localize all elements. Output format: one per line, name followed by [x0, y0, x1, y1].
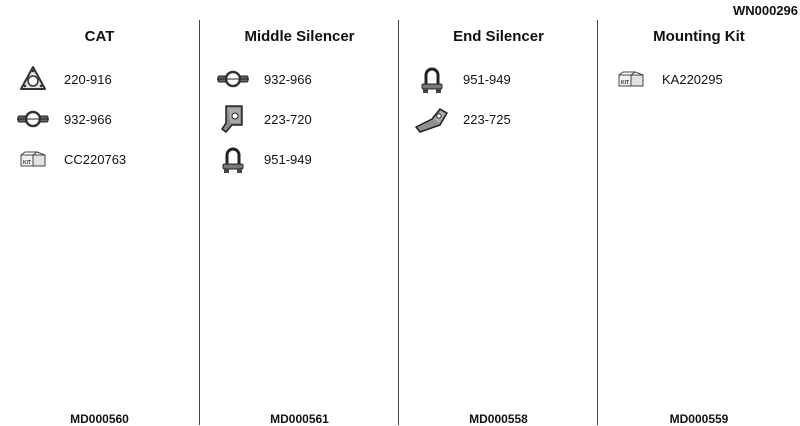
part-number: CC220763: [64, 151, 127, 167]
bracket-icon: [215, 102, 251, 136]
part-number: 223-720: [264, 111, 312, 127]
kit-box-icon: [15, 142, 51, 176]
part-number: KA220295: [662, 71, 723, 87]
part-number: 932-966: [264, 71, 312, 87]
part-item[interactable]: [399, 62, 589, 96]
column-middle-silencer: [200, 0, 399, 425]
svg-text:KIT: KIT: [23, 160, 32, 166]
svg-text:KIT: KIT: [621, 80, 630, 86]
part-item[interactable]: [598, 62, 788, 96]
column-code: MD000558: [469, 412, 528, 426]
part-item[interactable]: [0, 62, 190, 96]
u-bolt-clamp-icon: [414, 62, 450, 96]
pipe-clamp-icon: [15, 102, 51, 136]
column-title: End Silencer: [453, 28, 544, 45]
part-number: 932-966: [64, 111, 112, 127]
column-code: MD000561: [270, 412, 329, 426]
part-number: 951-949: [463, 71, 511, 87]
part-item[interactable]: [200, 102, 390, 136]
part-item[interactable]: [200, 62, 390, 96]
pipe-clamp-icon: [215, 62, 251, 96]
column-title: Mounting Kit: [653, 28, 745, 45]
part-number: 223-725: [463, 111, 511, 127]
column-title: Middle Silencer: [244, 28, 355, 45]
part-item[interactable]: [0, 142, 190, 176]
column-cat: [0, 0, 199, 425]
column-title: CAT: [84, 28, 115, 45]
part-number: 220-916: [64, 71, 112, 87]
u-bolt-clamp-icon: [215, 142, 251, 176]
column-code: MD000560: [70, 412, 129, 426]
column-end-silencer: [399, 0, 598, 425]
part-item[interactable]: [200, 142, 390, 176]
part-item[interactable]: [399, 102, 589, 136]
column-code: MD000559: [669, 412, 729, 426]
part-item[interactable]: [0, 102, 190, 136]
reference-number: WN000296: [732, 3, 798, 18]
kit-box-icon: [613, 62, 649, 96]
angle-bracket-icon: [414, 102, 450, 136]
gasket-icon: [15, 62, 51, 96]
column-mounting-kit: [598, 0, 800, 425]
part-number: 951-949: [264, 151, 312, 167]
